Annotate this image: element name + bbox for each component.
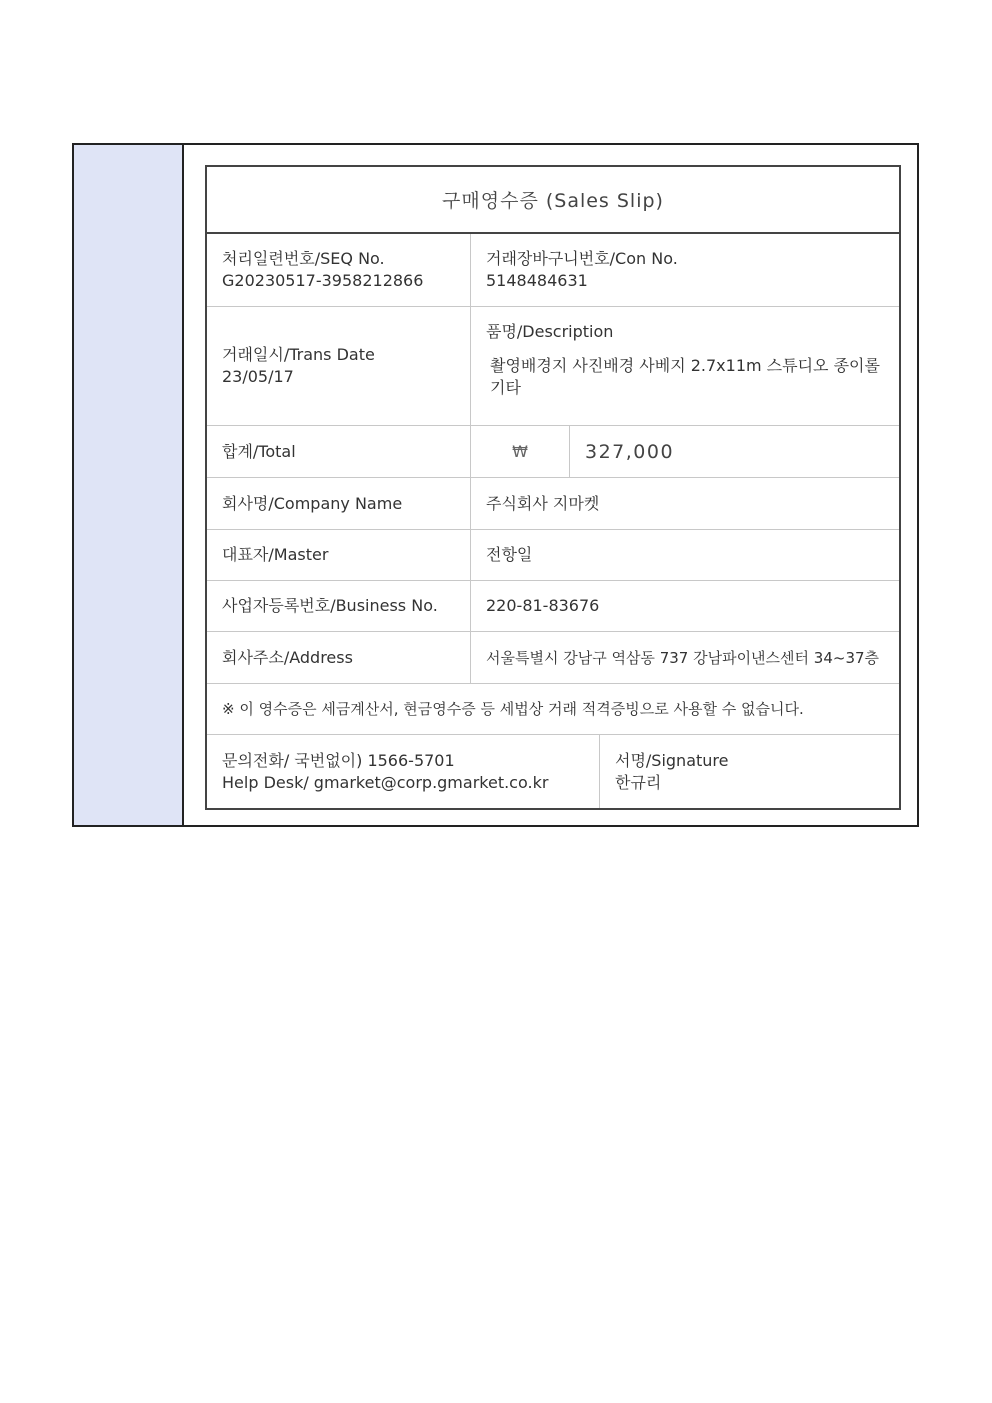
business-no-label: 사업자등록번호/Business No. bbox=[222, 596, 438, 615]
seq-value: G20230517-3958212866 bbox=[222, 271, 424, 290]
master-label: 대표자/Master bbox=[222, 545, 329, 564]
business-no-value: 220-81-83676 bbox=[470, 581, 899, 631]
address-label: 회사주소/Address bbox=[222, 647, 353, 667]
trans-date-label: 거래일시/Trans Date bbox=[222, 345, 375, 364]
signature-label: 서명/Signature bbox=[615, 750, 729, 770]
company-row bbox=[207, 478, 899, 530]
trans-date-value: 23/05/17 bbox=[222, 367, 294, 386]
trans-date-cell bbox=[207, 307, 470, 425]
seq-label: 처리일련번호/SEQ No. bbox=[222, 249, 385, 268]
address-value: 서울특별시 강남구 역삼동 737 강남파이낸스센터 34~37층 bbox=[470, 632, 899, 683]
con-value: 5148484631 bbox=[486, 271, 588, 290]
helpdesk-phone: 문의전화/ 국번없이) 1566-5701 bbox=[222, 750, 455, 770]
signature-value: 한규리 bbox=[615, 772, 662, 792]
description-cell bbox=[470, 307, 899, 425]
company-value: 주식회사 지마켓 bbox=[470, 478, 899, 529]
total-label: 합계/Total bbox=[222, 441, 296, 461]
master-value: 전항일 bbox=[470, 530, 899, 580]
total-row bbox=[207, 426, 899, 478]
description-label: 품명/Description bbox=[486, 322, 614, 341]
receipt-title: 구매영수증 (Sales Slip) bbox=[207, 167, 899, 234]
master-row bbox=[207, 530, 899, 581]
helpdesk-cell bbox=[207, 735, 599, 808]
company-label: 회사명/Company Name bbox=[222, 493, 403, 513]
business-no-row bbox=[207, 581, 899, 632]
document-frame bbox=[72, 143, 919, 827]
signature-cell bbox=[599, 735, 899, 808]
date-description-row bbox=[207, 307, 899, 426]
description-value: 촬영배경지 사진배경 사베지 2.7x11m 스튜디오 종이롤 기타 bbox=[490, 356, 880, 397]
seq-cell bbox=[207, 234, 470, 306]
currency-symbol: ₩ bbox=[470, 426, 569, 477]
con-label: 거래장바구니번호/Con No. bbox=[486, 249, 678, 268]
total-amount: 327,000 bbox=[569, 426, 899, 477]
notice-row bbox=[207, 684, 899, 735]
helpdesk-email: Help Desk/ gmarket@corp.gmarket.co.kr bbox=[222, 772, 549, 792]
con-cell bbox=[470, 234, 899, 306]
content-column bbox=[184, 145, 917, 825]
address-row bbox=[207, 632, 899, 684]
side-column bbox=[74, 145, 184, 825]
seq-con-row bbox=[207, 234, 899, 307]
notice-text: ※ 이 영수증은 세금계산서, 현금영수증 등 세법상 거래 적격증빙으로 사용할 수 없습니다. bbox=[222, 700, 804, 718]
sales-slip bbox=[205, 165, 901, 810]
footer-row bbox=[207, 735, 899, 808]
